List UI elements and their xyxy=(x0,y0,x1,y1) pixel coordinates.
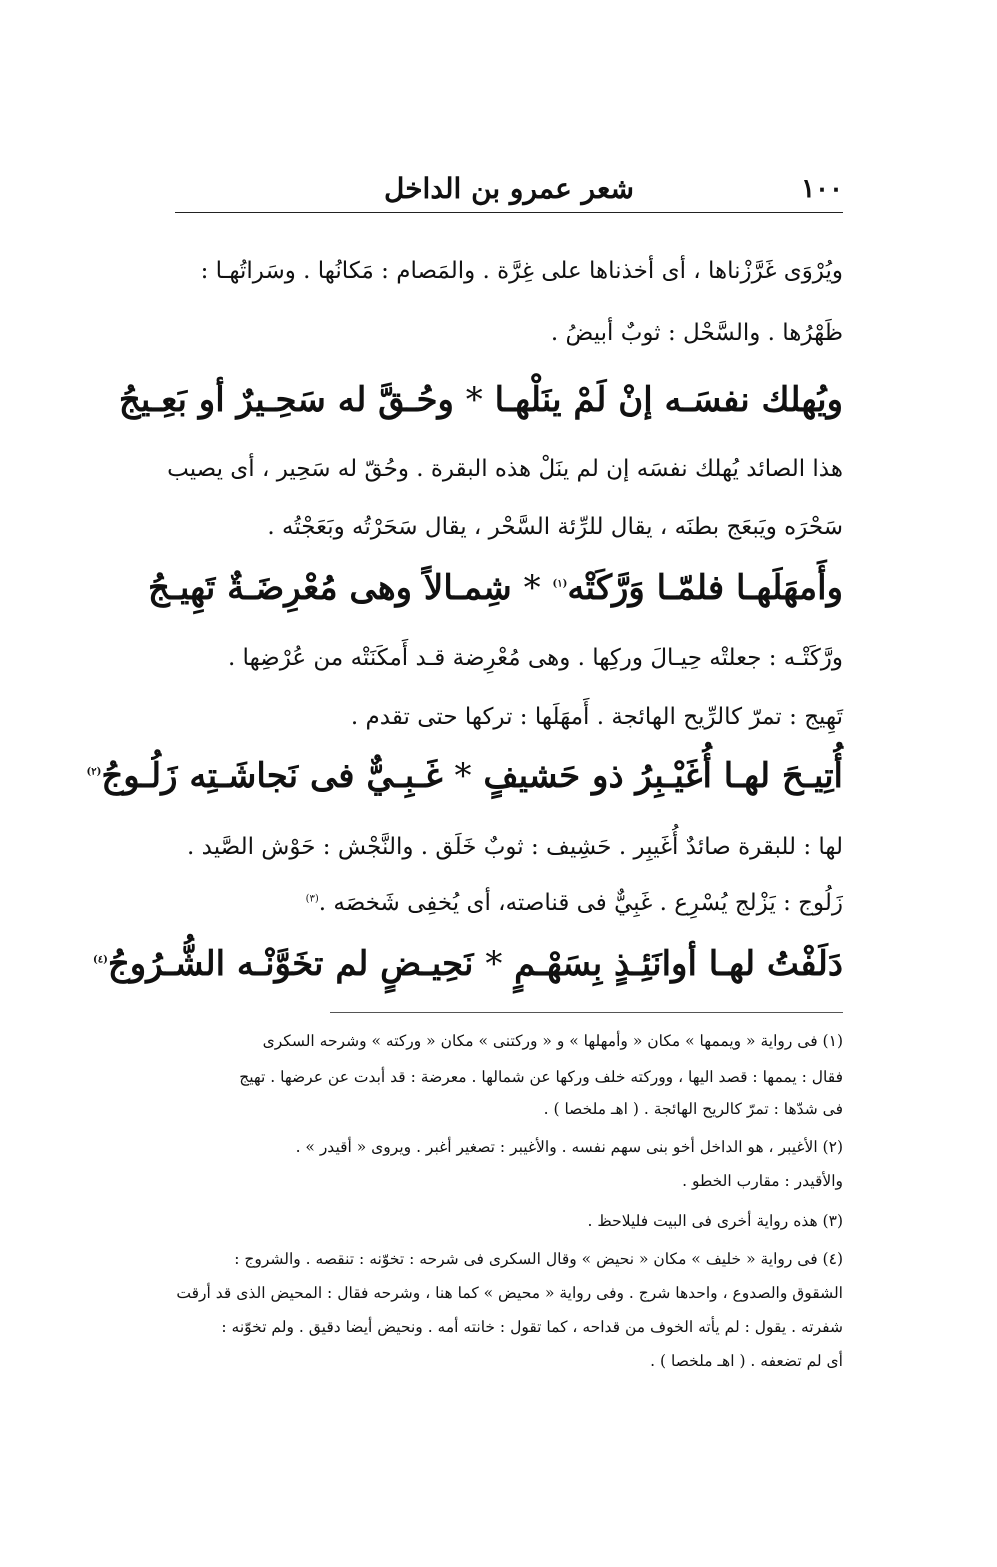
verse-second-hemistich: وحُـقَّ له سَحِـيرٌ أو بَعِـيجُ xyxy=(118,380,454,420)
verse-first-hemistich: دَلَفْتُ لهـا أوانَئِـذٍ بِسَهْـمٍ xyxy=(514,944,843,984)
footnote-marker: (٢) xyxy=(86,766,102,778)
commentary-line: هذا الصائد يُهلك نفسَه إن لم ينَلْ هذه البقرة . وحُقّ له سَحِير ، أى يصيب xyxy=(167,456,843,482)
verse-second-hemistich xyxy=(93,944,473,984)
running-title: شعر عمرو بن الداخل xyxy=(384,172,634,205)
page-number: ١٠٠ xyxy=(801,174,843,204)
footnote-line: (٣) هذه رواية أخرى فى البيت فليلاحظ . xyxy=(587,1212,843,1230)
footnote-marker: (٤) xyxy=(92,954,108,966)
footnote-divider xyxy=(330,1012,843,1013)
verse-first-hemistich: أُتِيـحَ لهـا أُغَيْـبِرُ ذو حَشيفٍ xyxy=(483,756,843,796)
verse-line xyxy=(86,756,843,796)
footnote-line: شفرته . يقول : لم يأته الخوف من قداحه ، كما تقول : خانته أمه . ونحيض أيضا دقيق . ولم تخوّنه : xyxy=(221,1318,843,1336)
commentary-line: سَحْرَه ويَبعَج بطنَه ، يقال للرِّئة السَّحْر ، يقال سَحَرْتُه وبَعَجْتُه . xyxy=(267,514,843,540)
verse-separator: * xyxy=(523,568,541,608)
footnote-line: الشقوق والصدوع ، واحدها شرج . وفى رواية « محيض » كما هنا ، وشرحه فقال : المحيض الذى قد أرقت xyxy=(176,1284,843,1302)
footnote-line: فى شدّها : تمرّ كالريح الهائجة . ( اهـ ملخصا ) . xyxy=(543,1100,843,1118)
verse-text: غَـبِـيٌّ فى نَجاشَـتِه زَلُـوجُ xyxy=(101,756,443,796)
verse-line xyxy=(118,380,843,420)
footnote-marker: (١) xyxy=(552,578,568,590)
commentary-line: لها : للبقرة صائدٌ أُغَيبِر . حَشِيف : ثوبٌ خَلَق . والنَّجْش : حَوْش الصَّيد . xyxy=(187,834,843,860)
verse-first-hemistich: ويُهلك نفسَـه إنْ لَمْ ينَلْهـا xyxy=(494,380,843,420)
verse-line xyxy=(92,944,843,984)
commentary-line: ويُرْوَى غَرَّزْناها ، أى أخذناها على غِرَّة . والمَصام : مَكانُها . وسَراتُهـا : xyxy=(200,258,843,284)
page-header xyxy=(175,168,843,213)
verse-separator: * xyxy=(454,756,472,796)
verse-separator: * xyxy=(485,944,503,984)
footnote-line: والأقيدر : مقارب الخطو . xyxy=(682,1172,843,1190)
verse-separator: * xyxy=(465,380,483,420)
footnote-line: (١) فى رواية « ويممها » مكان « وأمهلها » و « وركتنى » مكان « وركته » وشرحه السكرى xyxy=(262,1032,843,1050)
verse-first-hemistich xyxy=(552,568,843,608)
verse-second-hemistich xyxy=(86,756,442,796)
footnote-line: (٢) الأغيبر ، هو الداخل أخو بنى سهم نفسه . والأغيبر : تصغير أغبر . ويروى « أقيدر » . xyxy=(295,1138,843,1156)
footnote-line: فقال : يممها : قصد اليها ، ووركته خلف وركها عن شمالها . معرضة : قد أبدت عن عرضها . تهيج xyxy=(239,1068,843,1086)
commentary-line: ورَّكَتْـه : جعلتْه حِيـالَ وركِها . وهى مُعْرِضة قـد أَمكَنَتْه من عُرْضِها . xyxy=(227,645,843,671)
footnote-line: أى لم تضعفه . ( اهـ ملخصا ) . xyxy=(650,1352,843,1370)
verse-second-hemistich: شِمـالاً وهى مُعْرِضَـةٌ تَهِيـجُ xyxy=(148,568,512,608)
verse-line xyxy=(148,568,843,608)
commentary-line: ظَهْرُها . والسَّحْل : ثوبٌ أبيضُ . xyxy=(550,320,843,346)
verse-text: وأَمهَلَهـا فلمّـا وَرَّكَتْه xyxy=(567,568,843,608)
verse-text: نَحِيـضٍ لم تخَوَّنْـه الشُّـرُوجُ xyxy=(107,944,474,984)
commentary-line: تَهِيج : تمرّ كالرِّيح الهائجة . أَمهَلَها : تركها حتى تقدم . xyxy=(350,704,843,730)
commentary-text: زَلُوج : يَزْلج يُسْرِع . غَبِيٌّ فى قناصته، أى يُخفِى شَخصَه . xyxy=(318,890,843,916)
footnote-line: (٤) فى رواية « خليف » مكان « نحيض » وقال السكرى فى شرحه : تخوّنه : تنقصه . والشروج : xyxy=(234,1250,843,1268)
footnote-marker: (٣) xyxy=(305,893,319,905)
commentary-line xyxy=(175,890,843,916)
